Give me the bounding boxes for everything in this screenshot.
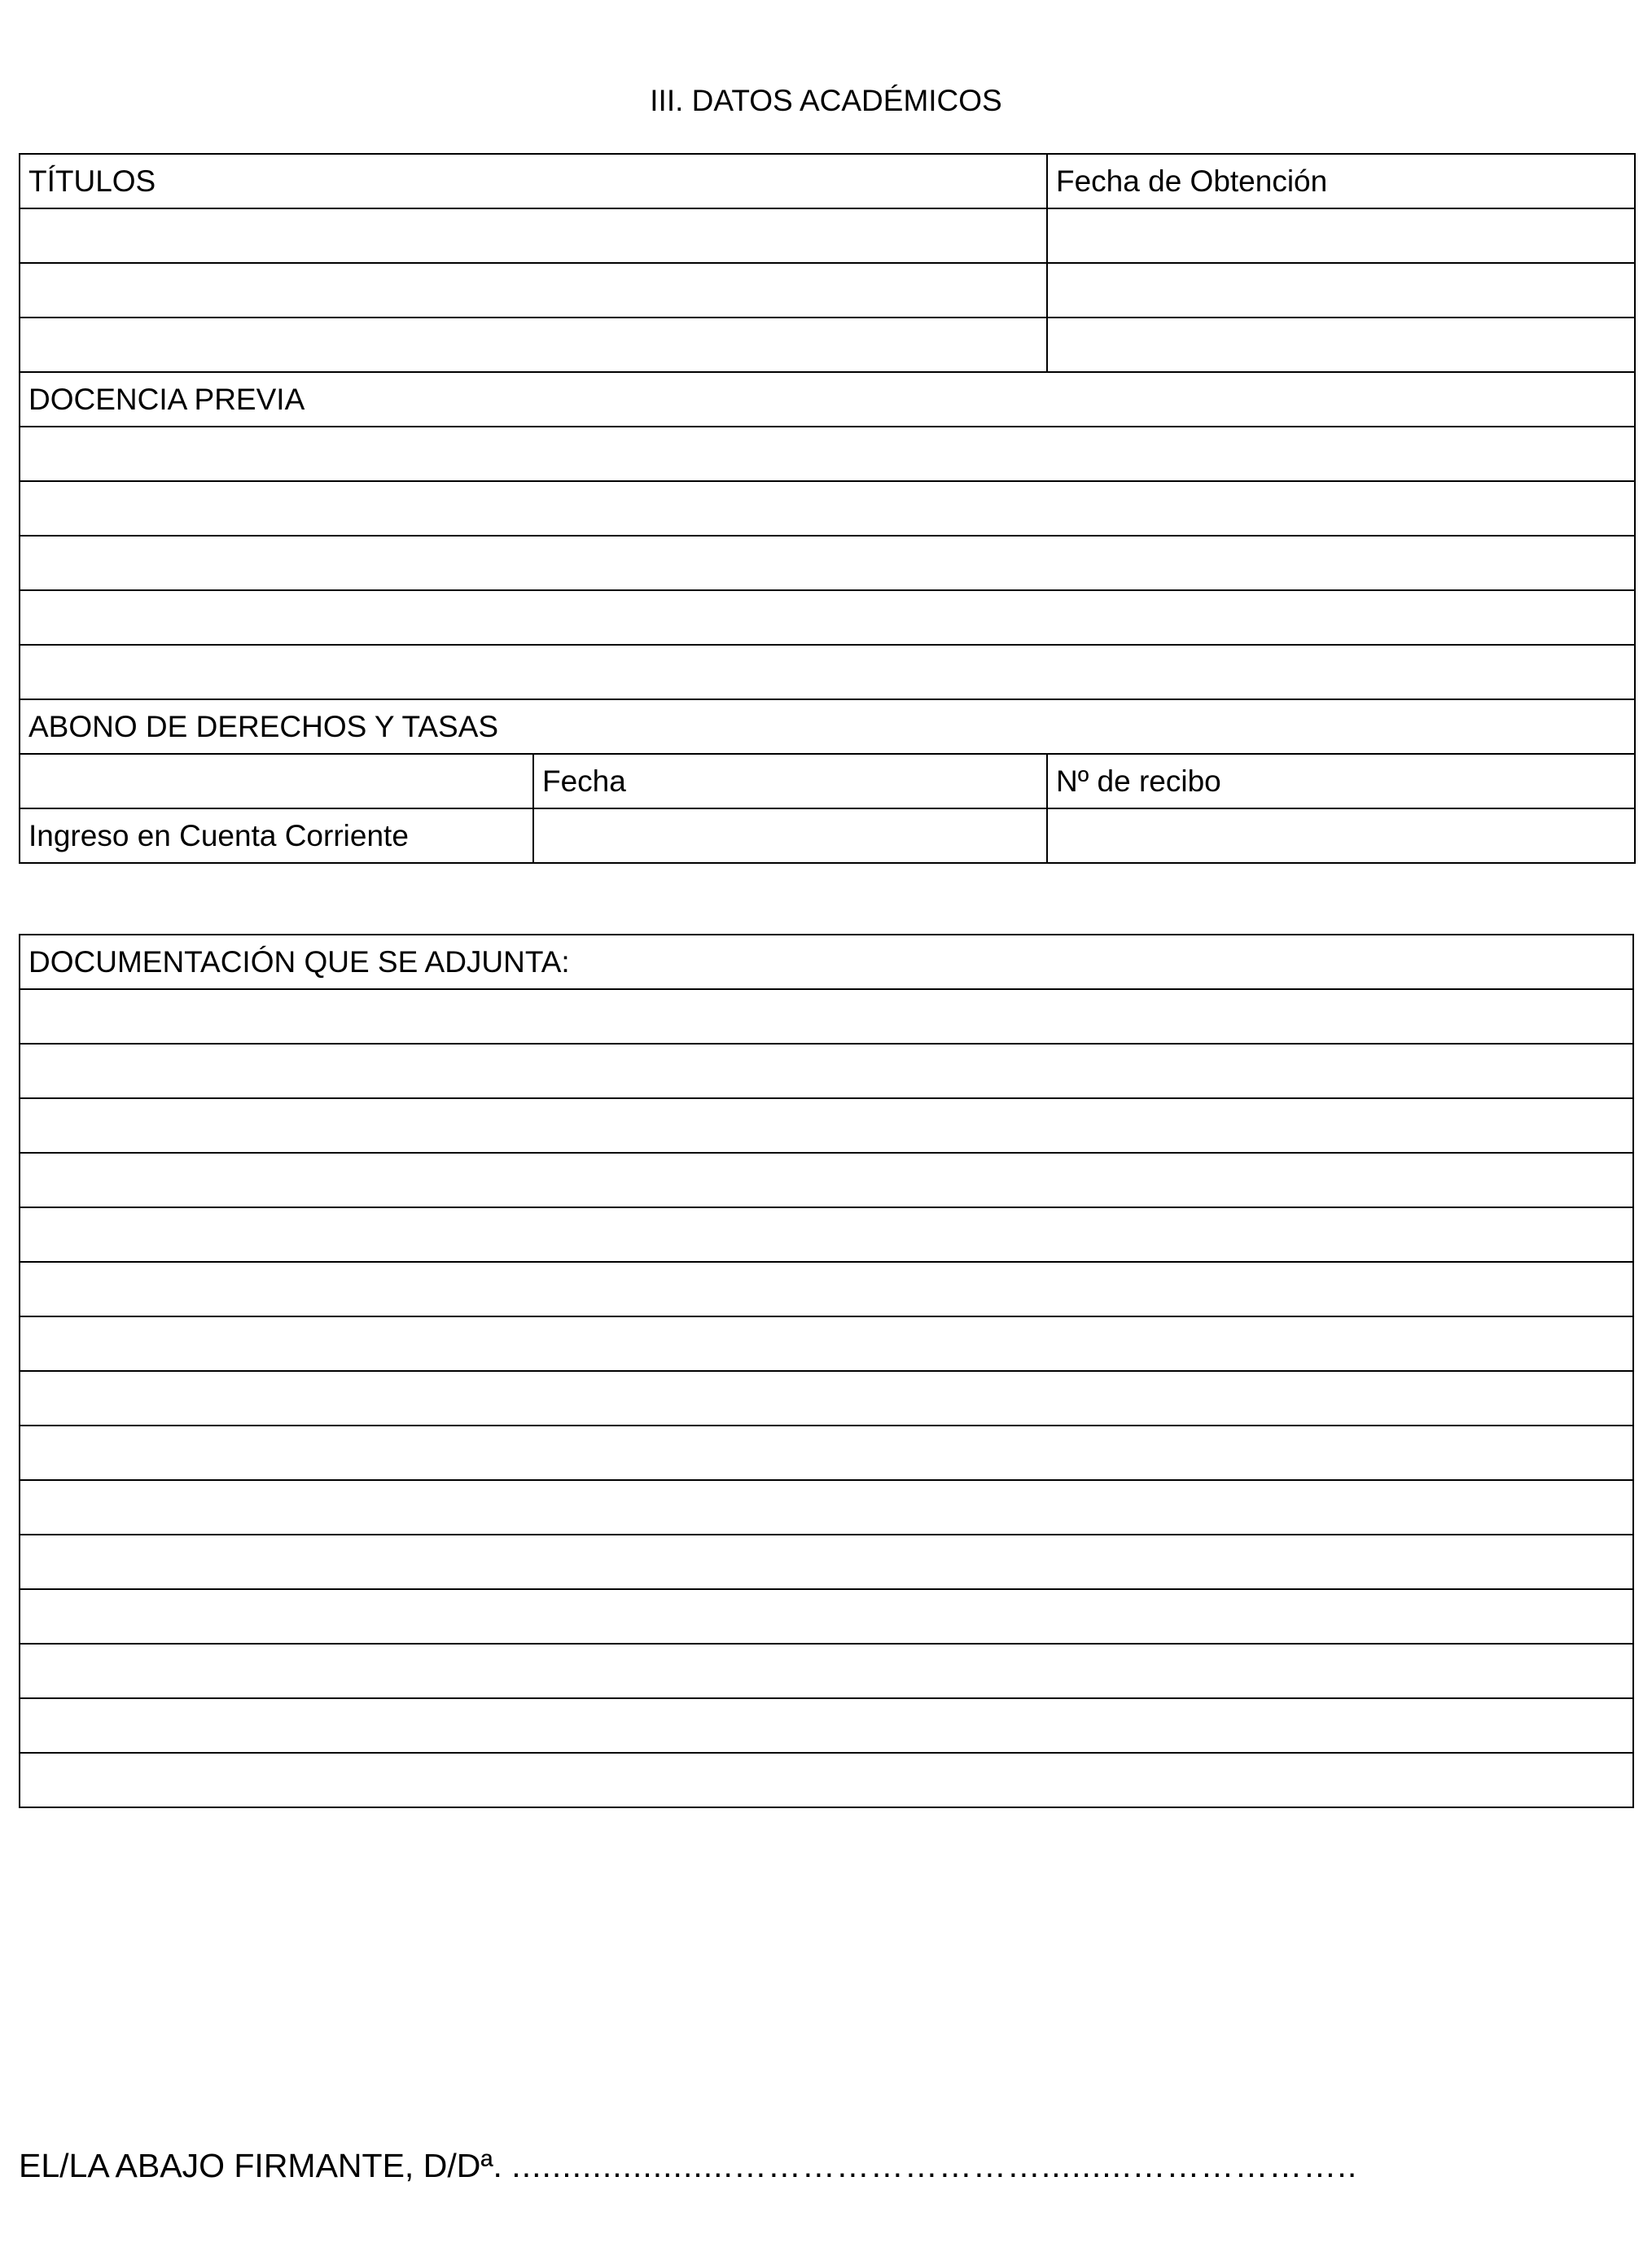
abono-columns-row [20, 754, 1635, 808]
documentacion-row [20, 1644, 1633, 1698]
documentacion-row [20, 1480, 1633, 1535]
fecha-obtencion-header: Fecha de Obtención [1047, 154, 1635, 208]
titulo-field[interactable] [20, 318, 1047, 372]
docencia-field[interactable] [20, 645, 1635, 699]
ingreso-cuenta-label: Ingreso en Cuenta Corriente [20, 808, 533, 863]
docencia-field[interactable] [20, 481, 1635, 536]
documentacion-row [20, 989, 1633, 1044]
fecha-obtencion-field[interactable] [1047, 263, 1635, 318]
abono-ingreso-row [20, 808, 1635, 863]
docencia-header-row [20, 372, 1635, 427]
documentacion-header: DOCUMENTACIÓN QUE SE ADJUNTA: [20, 935, 1633, 989]
academic-data-table [19, 153, 1636, 864]
signature-label: EL/LA ABAJO FIRMANTE, D/Dª. [19, 2147, 502, 2184]
signature-name-field[interactable]: ......................……………………….........……………….. [511, 2147, 1358, 2184]
titulos-row [20, 208, 1635, 263]
documentacion-row [20, 1098, 1633, 1153]
titulos-row [20, 263, 1635, 318]
documentacion-row [20, 1153, 1633, 1207]
docencia-row [20, 536, 1635, 590]
documentation-table [19, 934, 1634, 1808]
documentacion-row [20, 1698, 1633, 1753]
abono-recibo-field[interactable] [1047, 808, 1635, 863]
documentacion-field[interactable] [20, 1589, 1633, 1644]
docencia-row [20, 481, 1635, 536]
documentacion-row [20, 1316, 1633, 1371]
documentacion-row [20, 1207, 1633, 1262]
documentacion-field[interactable] [20, 1644, 1633, 1698]
titulo-field[interactable] [20, 263, 1047, 318]
documentacion-row [20, 1426, 1633, 1480]
documentacion-row [20, 1589, 1633, 1644]
abono-fecha-header: Fecha [533, 754, 1047, 808]
docencia-field[interactable] [20, 427, 1635, 481]
signature-line [19, 2143, 1615, 2188]
documentacion-field[interactable] [20, 1371, 1633, 1426]
documentacion-field[interactable] [20, 1044, 1633, 1098]
abono-fecha-field[interactable] [533, 808, 1047, 863]
titulo-field[interactable] [20, 208, 1047, 263]
fecha-obtencion-field[interactable] [1047, 318, 1635, 372]
documentacion-field[interactable] [20, 1480, 1633, 1535]
titulos-header-row [20, 154, 1635, 208]
documentacion-field[interactable] [20, 989, 1633, 1044]
docencia-row [20, 427, 1635, 481]
documentacion-field[interactable] [20, 1698, 1633, 1753]
documentacion-row [20, 1535, 1633, 1589]
abono-blank-header [20, 754, 533, 808]
docencia-row [20, 645, 1635, 699]
documentacion-row [20, 1262, 1633, 1316]
docencia-previa-header: DOCENCIA PREVIA [20, 372, 1635, 427]
documentacion-field[interactable] [20, 1535, 1633, 1589]
fecha-obtencion-field[interactable] [1047, 208, 1635, 263]
documentacion-row [20, 1371, 1633, 1426]
documentacion-row [20, 1044, 1633, 1098]
documentacion-field[interactable] [20, 1753, 1633, 1807]
documentacion-field[interactable] [20, 1207, 1633, 1262]
section-title: III. DATOS ACADÉMICOS [650, 84, 1002, 117]
abono-recibo-header: Nº de recibo [1047, 754, 1635, 808]
documentacion-header-row [20, 935, 1633, 989]
abono-derechos-header: ABONO DE DERECHOS Y TASAS [20, 699, 1635, 754]
documentacion-field[interactable] [20, 1153, 1633, 1207]
docencia-row [20, 590, 1635, 645]
documentacion-row [20, 1753, 1633, 1807]
documentacion-field[interactable] [20, 1426, 1633, 1480]
documentacion-field[interactable] [20, 1098, 1633, 1153]
docencia-field[interactable] [20, 536, 1635, 590]
documentacion-field[interactable] [20, 1262, 1633, 1316]
titulos-header: TÍTULOS [20, 154, 1047, 208]
abono-header-row [20, 699, 1635, 754]
titulos-row [20, 318, 1635, 372]
docencia-field[interactable] [20, 590, 1635, 645]
documentacion-field[interactable] [20, 1316, 1633, 1371]
